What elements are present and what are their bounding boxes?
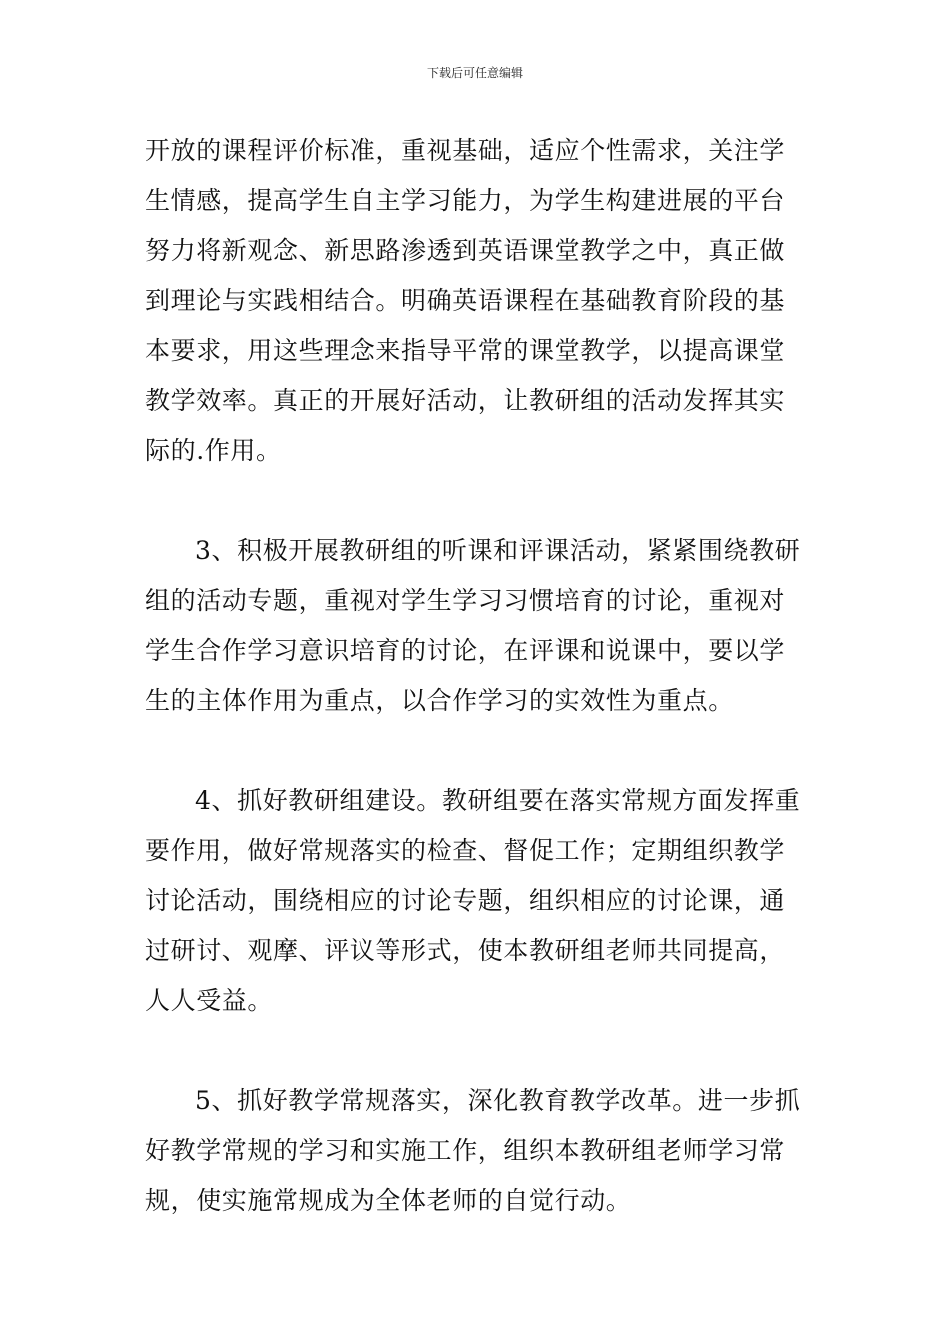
- text-line: 好教学常规的学习和实施工作，组织本教研组老师学习常: [145, 1136, 786, 1165]
- paragraph-spacer: [145, 476, 810, 526]
- text-line: 组的活动专题，重视对学生学习习惯培育的讨论，重视对: [145, 586, 786, 615]
- text-line: 5、抓好教学常规落实，深化教育教学改革。进一步抓: [195, 1086, 801, 1115]
- text-line: 人人受益。: [145, 986, 274, 1015]
- text-line: 本要求，用这些理念来指导平常的课堂教学，以提高课堂: [145, 336, 786, 365]
- text-line: 生的主体作用为重点，以合作学习的实效性为重点。: [145, 686, 734, 715]
- paragraph-spacer: [145, 726, 810, 776]
- text-line: 讨论活动，围绕相应的讨论专题，组织相应的讨论课，通: [145, 886, 786, 915]
- text-line: 要作用，做好常规落实的检查、督促工作；定期组织教学: [145, 836, 786, 865]
- paragraph-continuation: [145, 126, 810, 476]
- text-line: 学生合作学习意识培育的讨论，在评课和说课中，要以学: [145, 636, 786, 665]
- text-line: 到理论与实践相结合。明确英语课程在基础教育阶段的基: [145, 286, 786, 315]
- paragraph-spacer: [145, 1026, 810, 1076]
- page-header: 下载后可任意编辑: [426, 66, 523, 80]
- paragraph-item-3: [145, 526, 810, 726]
- text-line: 规，使实施常规成为全体老师的自觉行动。: [145, 1186, 632, 1215]
- text-line: 4、抓好教研组建设。教研组要在落实常规方面发挥重: [195, 786, 801, 815]
- text-line: 3、积极开展教研组的听课和评课活动，紧紧围绕教研: [195, 536, 801, 565]
- text-line: 生情感，提高学生自主学习能力，为学生构建进展的平台: [145, 186, 786, 215]
- text-line: 过研讨、观摩、评议等形式，使本教研组老师共同提高，: [145, 936, 786, 965]
- text-line: 教学效率。真正的开展好活动，让教研组的活动发挥其实: [145, 386, 786, 415]
- paragraph-item-4: [145, 776, 810, 1026]
- text-line: 努力将新观念、新思路渗透到英语课堂教学之中，真正做: [145, 236, 786, 265]
- text-line: 开放的课程评价标准，重视基础，适应个性需求，关注学: [145, 136, 786, 165]
- text-line: 际的.作用。: [145, 436, 282, 465]
- paragraph-item-5: [145, 1076, 810, 1226]
- document-body: [145, 126, 810, 1226]
